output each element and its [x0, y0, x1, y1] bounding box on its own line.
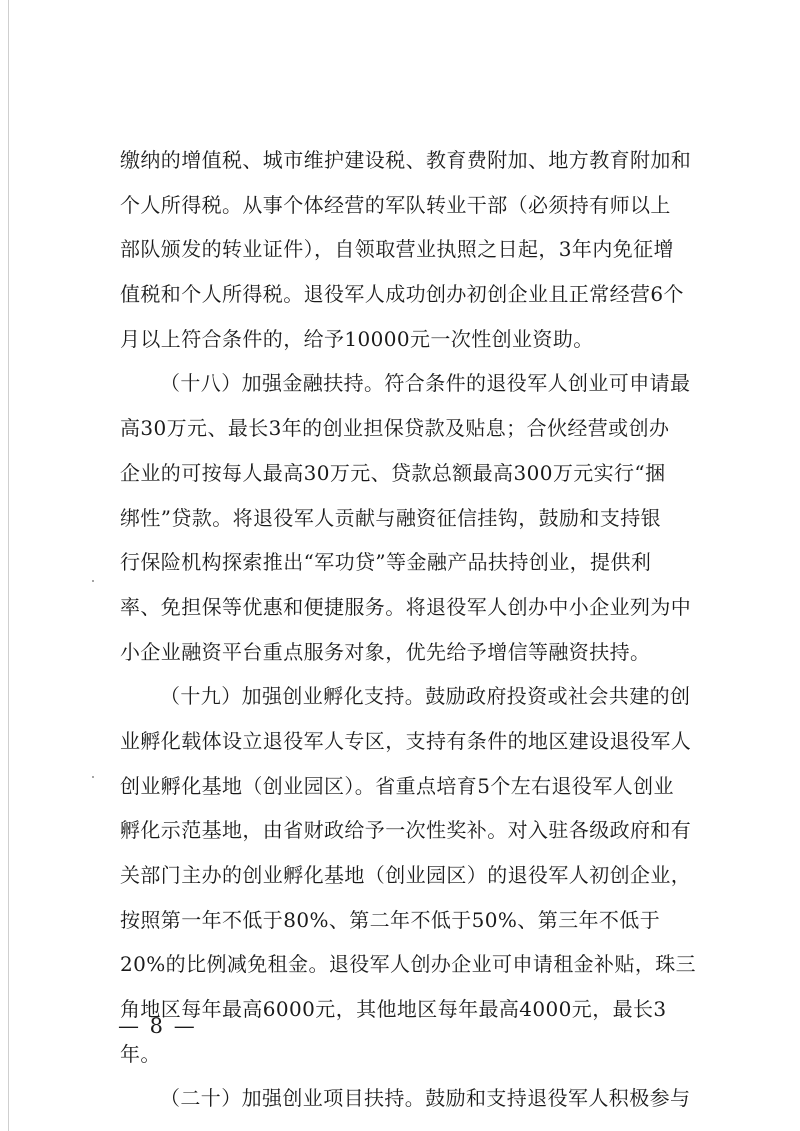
- text-line-17: 关部门主办的创业孵化基地（创业园区）的退役军人初创企业，: [120, 863, 692, 887]
- text-line-21: 年。: [120, 1041, 161, 1066]
- text-line-15: 创业孵化基地（创业园区）。省重点培育5个左右退役军人创业: [120, 773, 674, 798]
- text-line-19: 20%的比例减免租金。退役军人创办企业可申请租金补贴，珠三: [120, 952, 697, 977]
- text-line-20: 角地区每年最高6000元，其他地区每年最高4000元，最长3: [120, 997, 667, 1022]
- text-line-1: 缴纳的增值税、城市维护建设税、教育费附加、地方教育附加和: [120, 148, 692, 172]
- text-line-10: 行保险机构探索推出“军功贷”等金融产品扶持创业，提供利: [120, 550, 652, 575]
- scan-speck: [92, 580, 94, 582]
- text-line-11: 率、免担保等优惠和便捷服务。将退役军人创办中小企业列为中: [120, 594, 692, 619]
- text-line-9: 绑性”贷款。将退役军人贡献与融资征信挂钩，鼓励和支持银: [120, 505, 662, 530]
- text-line-7: 高30万元、最长3年的创业担保贷款及贴息；合伙经营或创办: [120, 416, 670, 441]
- paragraph-18-start: （十八）加强金融扶持。符合条件的退役军人创业可申请最: [160, 371, 691, 396]
- text-line-3: 部队颁发的转业证件），自领取营业执照之日起，3年内免征增: [120, 237, 674, 262]
- scan-speck: [92, 776, 94, 778]
- text-line-12: 小企业融资平台重点服务对象，优先给予增信等融资扶持。: [120, 639, 651, 664]
- page-number: — 8 —: [118, 1014, 197, 1038]
- text-line-14: 业孵化载体设立退役军人专区，支持有条件的地区建设退役军人: [120, 728, 692, 753]
- text-line-8: 企业的可按每人最高30万元、贷款总额最高300万元实行“捆: [120, 460, 666, 485]
- paragraph-19-start: （十九）加强创业孵化支持。鼓励政府投资或社会共建的创: [160, 684, 691, 709]
- text-line-5: 月以上符合条件的，给予10000元一次性创业资助。: [120, 326, 594, 351]
- text-line-16: 孵化示范基地，由省财政给予一次性奖补。对入驻各级政府和有: [120, 818, 692, 843]
- paragraph-20-start: （二十）加强创业项目扶持。鼓励和支持退役军人积极参与: [160, 1086, 691, 1111]
- scan-edge-line: [8, 0, 9, 1131]
- text-line-18: 按照第一年不低于80%、第二年不低于50%、第三年不低于: [120, 907, 661, 932]
- text-line-2: 个人所得税。从事个体经营的军队转业干部（必须持有师以上: [120, 192, 671, 217]
- text-line-4: 值税和个人所得税。退役军人成功创办初创企业且正常经营6个: [120, 282, 684, 307]
- body-text: [120, 138, 706, 1121]
